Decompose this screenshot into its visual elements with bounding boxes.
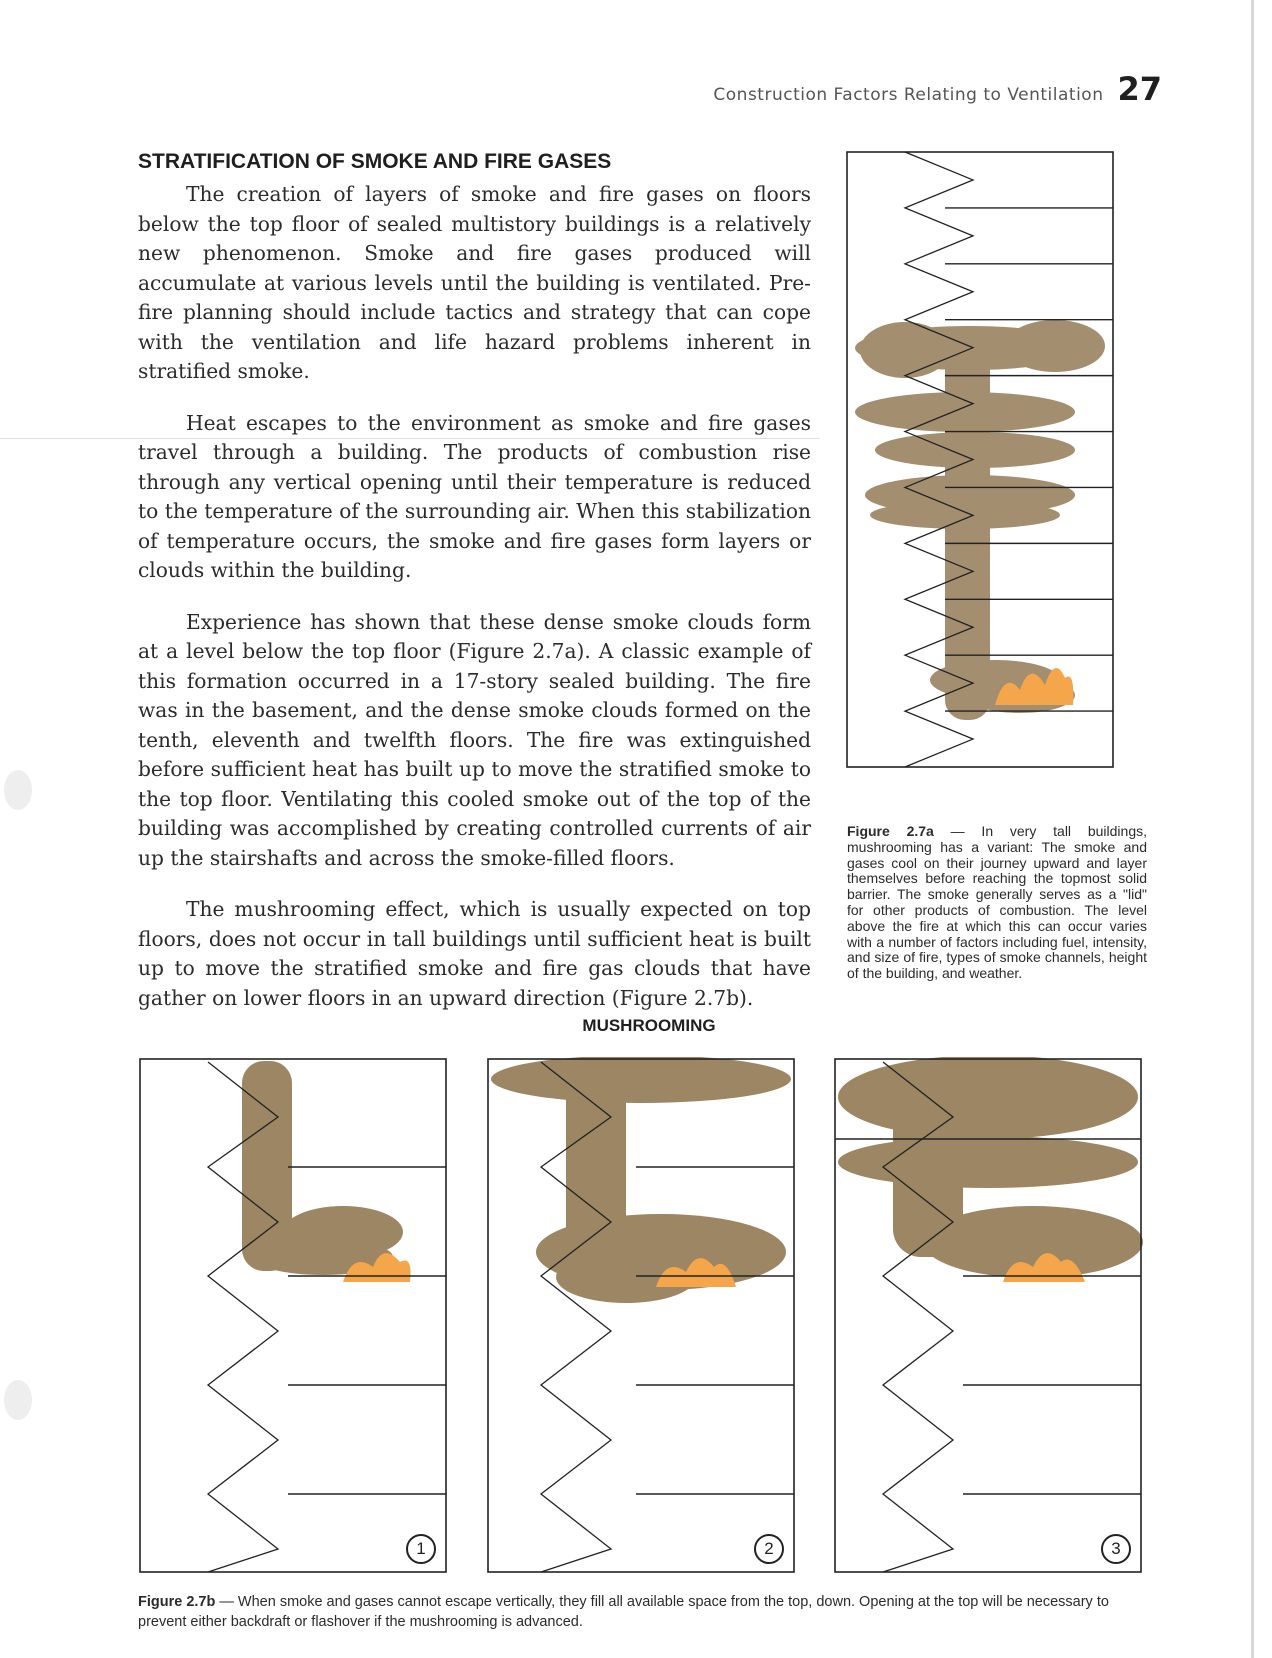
- figure-2-7a-illustration: [845, 150, 1117, 810]
- panel-diagram: [833, 1057, 1143, 1574]
- mushrooming-heading: MUSHROOMING: [582, 1016, 716, 1035]
- panel-diagram: [486, 1057, 796, 1574]
- smoke-cloud: [242, 1061, 403, 1275]
- running-head-title: Construction Factors Relating to Ventilation: [713, 85, 1104, 105]
- margin-mark: [4, 1380, 32, 1420]
- caption-text: — In very tall buildings, mushrooming has a variant: The smoke and gases cool on their journey upward and layer themselves before reaching the topmost solid barrier. The smoke generally serves as a "lid" for other products of combustion. The level above the fire at which this can occur varies with a number of factors including fuel, intensity, and size of fire, types of smoke channels, height of the building, and weather.: [847, 823, 1147, 982]
- paragraph: Experience has shown that these dense smoke clouds form at a level below the top floor (Figure 2.7a). A classic example of this formation occurred in a 17-story sealed building. The fire was in the basement, and the dense smoke clouds formed on the tenth, eleventh and twelfth floors. The fire was extinguished before sufficient heat has built up to move the stratified smoke to the top floor. Ventilating this cooled smoke out of the top of the building was accomplished by creating controlled currents of air up the stairshafts and across the smoke-filled floors.: [138, 609, 811, 870]
- margin-mark: [4, 770, 32, 810]
- paragraph: The mushrooming effect, which is usually expected on top floors, does not occur in tall buildings until sufficient heat is built up to move the stratified smoke and fire gas clouds that have gather on lower floors in an upward direction (Figure 2.7b).: [138, 897, 811, 1010]
- caption-text: — When smoke and gases cannot escape vertically, they fill all available space from the top, down. Opening at the top will be necessary to prevent either backdraft or flashover if the mushrooming is advanced.: [138, 1594, 1109, 1630]
- panel-number: 3: [1101, 1534, 1131, 1564]
- figure-2-7b-caption: [138, 1592, 1128, 1632]
- panel-number: 2: [754, 1534, 784, 1564]
- figure-2-7a-caption: [847, 824, 1147, 982]
- smoke-cloud: [491, 1057, 791, 1303]
- section-heading: STRATIFICATION OF SMOKE AND FIRE GASES: [138, 150, 612, 173]
- mushrooming-panel-1: [138, 1057, 448, 1574]
- body-text: [138, 180, 811, 1035]
- figure-label: Figure 2.7a: [847, 823, 934, 839]
- page-number: 27: [1117, 70, 1162, 108]
- paragraph: The creation of layers of smoke and fire gases on floors below the top floor of sealed multistory buildings is a relatively new phenomenon. Smoke and fire gases produced will accumulate at various levels until the building is ventilated. Pre-fire planning should include tactics and strategy that can cope with the ventilation and life hazard problems inherent in stratified smoke.: [138, 182, 811, 383]
- floor-lines: [835, 1139, 1141, 1494]
- building-section-diagram: [845, 150, 1117, 810]
- running-head: [713, 70, 1162, 108]
- page-edge: [1251, 0, 1254, 1658]
- paragraph: Heat escapes to the environment as smoke and fire gases travel through a building. The products of combustion rise through any vertical opening until their temperature is reduced to the temperature of the surrounding air. When this stabilization of temperature occurs, the smoke and fire gases form layers or clouds within the building.: [138, 410, 811, 582]
- mushrooming-panel-3: [833, 1057, 1143, 1574]
- smoke-cloud: [855, 320, 1105, 720]
- figure-label: Figure 2.7b: [138, 1594, 216, 1610]
- mushrooming-panel-2: [486, 1057, 796, 1574]
- panel-diagram: [138, 1057, 448, 1574]
- panel-number: 1: [406, 1534, 436, 1564]
